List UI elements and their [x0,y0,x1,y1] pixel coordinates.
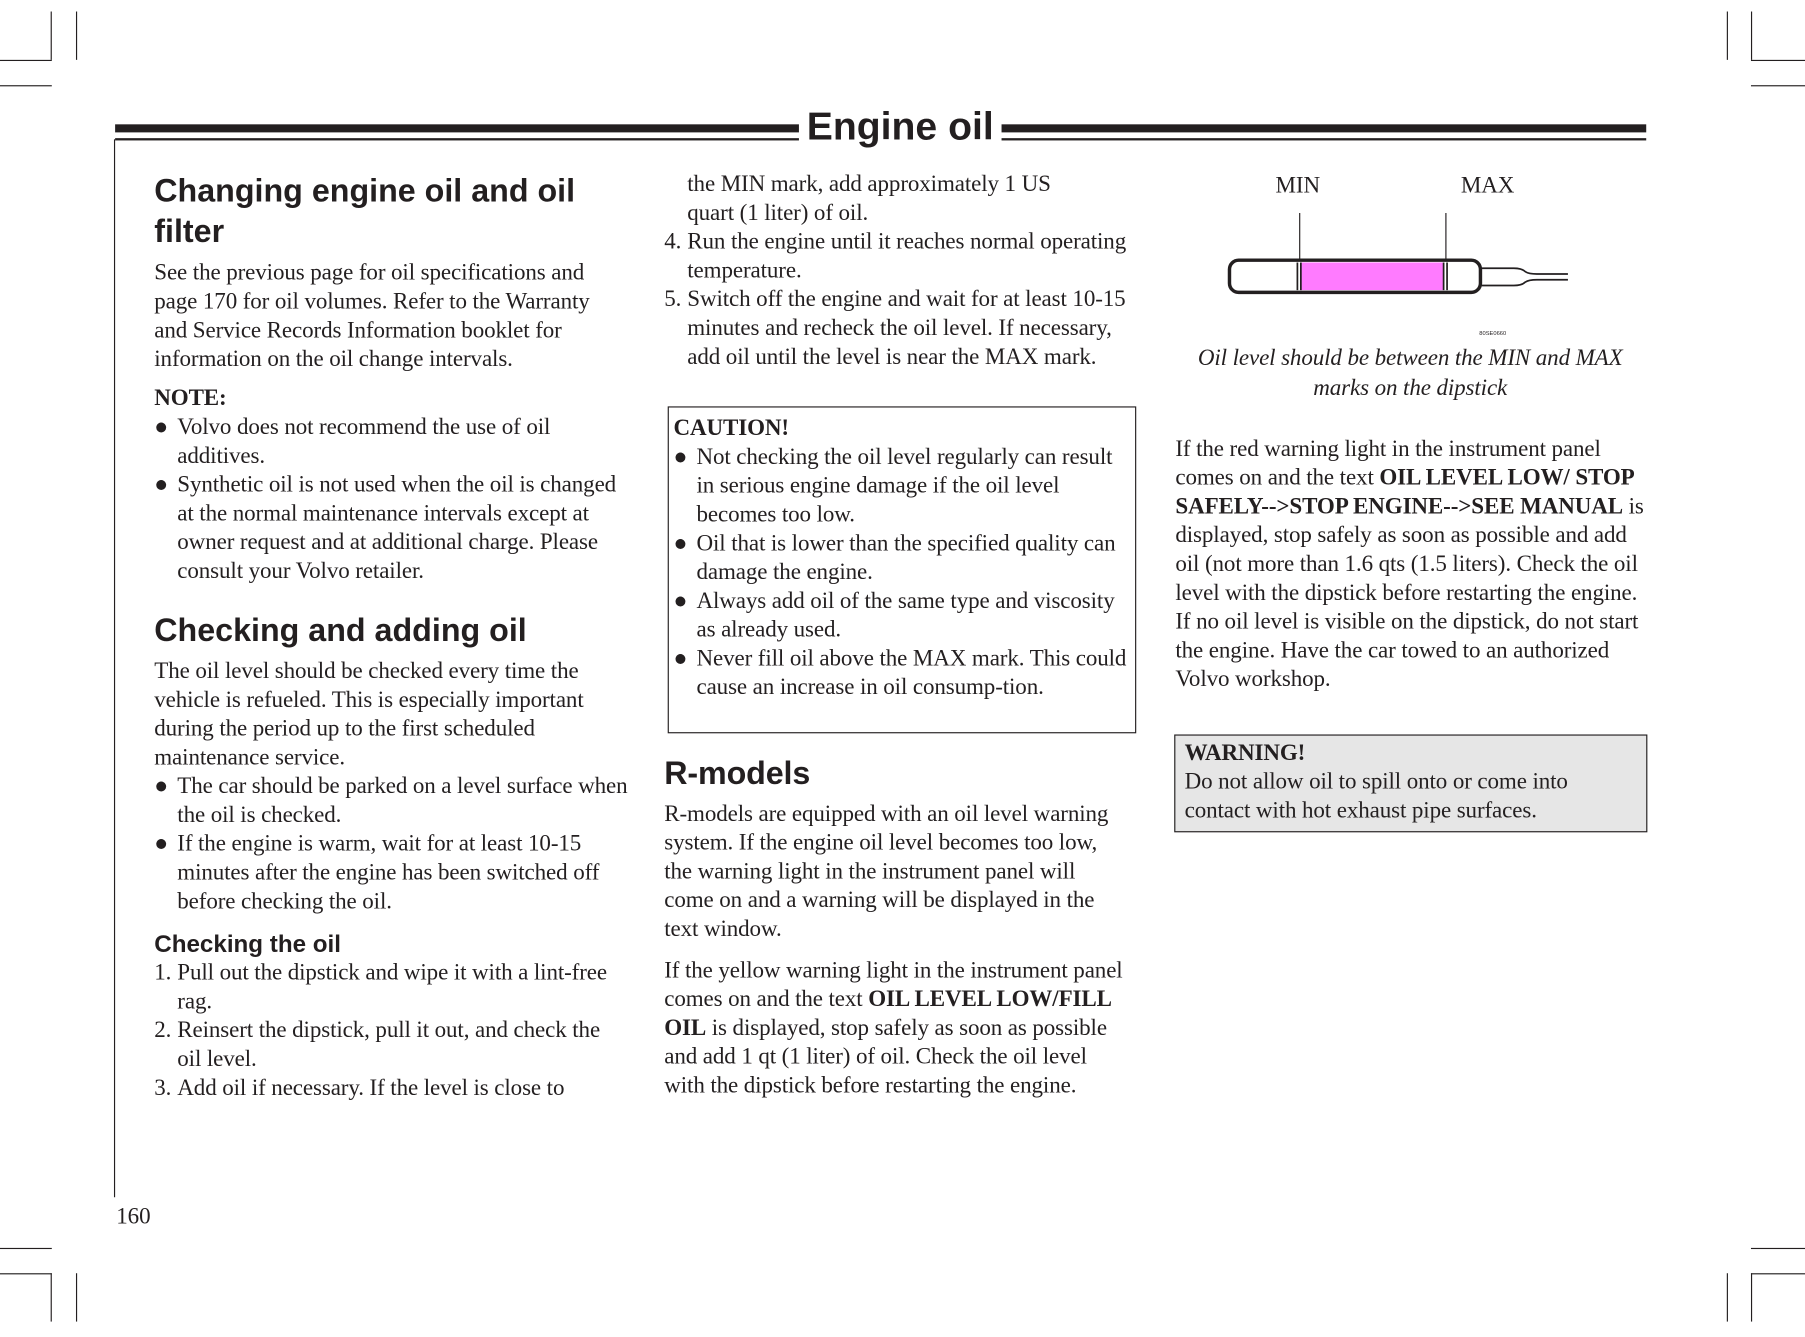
bullet-icon: ● [154,414,169,440]
list-item [154,471,628,586]
column-1 [154,170,628,1102]
list-item-text: Run the engine until it reaches normal operating temperature. [687,229,1127,284]
step-number: 1. [154,960,172,986]
crop-mark [1751,1273,1805,1274]
list-item [154,830,628,916]
list-item [673,530,1130,588]
crop-mark [76,1273,77,1321]
list-item-text: Add oil if necessary. If the level is close to [177,1075,565,1101]
subheading: Checking the oil [154,931,341,958]
step-number: 2. [154,1017,172,1043]
list-item-text: The car should be parked on a level surface when the oil is checked. [177,773,628,828]
caution-list [673,443,1130,702]
list-item-text: Switch off the engine and wait for at least 10-15 minutes and recheck the oil level. If necessary, add oil until the level is near the MAX mark. [687,286,1126,370]
step-number: 4. [664,229,682,255]
text: is displayed, stop safely as soon as possible and add 1 qt (1 liter) of oil. Check the oil level with the dipstick before restarting the engine. [664,1015,1107,1099]
list-item-text: Volvo does not recommend the use of oil additives. [177,414,551,469]
bullet-icon: ● [673,645,688,672]
list-item-text: Synthetic oil is not used when the oil is changed at the normal maintenance intervals except at owner request and at additional charge. Please consult your Volvo retailer. [177,471,617,584]
crop-mark [51,12,52,60]
paragraph [1175,435,1647,694]
bullet-list [154,772,628,916]
list-item [673,587,1130,645]
max-label: MAX [1460,172,1515,199]
min-label: MIN [1275,172,1320,199]
list-item [154,772,628,830]
left-margin-rule [114,139,115,1197]
crop-mark [0,1273,52,1274]
column-2 [664,170,1136,371]
crop-mark [0,85,52,86]
list-item-text: If the engine is warm, wait for at least 10-15 minutes after the engine has been switched off before checking the oil. [177,831,600,915]
list-item-text: Always add oil of the same type and viscosity as already used. [696,588,1115,643]
paragraph: R-models are equipped with an oil level warning system. If the engine oil level becomes too low, the warning light in the instrument panel will come on and a warning will be displayed in the text window. [664,801,1109,942]
crop-mark [1751,60,1805,61]
crop-mark [1751,1273,1752,1321]
list-item-text: Pull out the dipstick and wipe it with a lint-free rag. [177,960,607,1015]
crop-mark [51,1273,52,1321]
dipstick-figure [1220,167,1611,340]
r-models-section [664,753,1124,1101]
list-item-text: Never fill oil above the MAX mark. This could cause an increase in oil consump-tion. [696,645,1127,700]
page-title: Engine oil [799,104,1002,150]
crop-mark [1751,1248,1805,1249]
oil-level-fill [1301,262,1444,290]
section-heading: Checking and adding oil [154,612,527,649]
warning-box [1174,734,1647,832]
step-list [664,228,1136,372]
list-item [154,959,628,1017]
list-item [664,228,1136,286]
crop-mark [0,1248,52,1249]
list-item [664,285,1136,371]
list-item [154,413,628,471]
step-number: 5. [664,286,682,312]
crop-mark [1727,1273,1728,1321]
figure-caption: Oil level should be between the MIN and MAX marks on the dipstick [1197,345,1623,401]
bullet-icon: ● [673,444,688,470]
paragraph [664,957,1124,1101]
step-number: 3. [154,1075,172,1101]
section-heading: R-models [664,755,811,791]
note-list [154,413,628,586]
bullet-icon: ● [154,471,169,498]
list-item [673,645,1130,703]
warning-text: Do not allow oil to spill onto or come into contact with hot exhaust pipe surfaces. [1184,769,1568,824]
list-item-text: Oil that is lower than the specified quality can damage the engine. [696,530,1116,585]
crop-mark [0,60,52,61]
bullet-icon: ● [673,530,688,557]
caution-label: CAUTION! [673,415,789,441]
list-item [673,443,1130,529]
message-text: OIL LEVEL LOW/FILL OIL [664,986,1111,1041]
note-label: NOTE: [154,385,227,411]
bullet-icon: ● [673,588,688,614]
list-item-text: Not checking the oil level regularly can result in serious engine damage if the oil level becomes too low. [696,444,1113,528]
crop-mark [1751,12,1752,60]
step-list [154,959,628,1103]
list-item [154,1074,628,1103]
text: is displayed, stop safely as soon as possible and add oil (not more than 1.6 qts (1.5 liters). Check the oil level with the dipstick before restarting the engine. If no oil level is visible on the dipstick, do not start the engine. Have the car towed to an authorized Volvo workshop. [1175,493,1644,692]
paragraph: The oil level should be checked every time the vehicle is refueled. This is especially important during the period up to the first scheduled maintenance service. [154,658,584,771]
crop-mark [1751,85,1805,86]
text: If the red warning light in the instrument panel comes on and the text [1175,436,1601,491]
list-item-text: Reinsert the dipstick, pull it out, and check the oil level. [177,1017,601,1072]
page-number: 160 [116,1204,151,1230]
paragraph: See the previous page for oil specifications and page 170 for oil volumes. Refer to the Warranty and Service Records Information booklet for information on the oil change intervals. [154,260,590,372]
bullet-icon: ● [154,831,169,857]
crop-mark [1727,12,1728,60]
message-text: OIL LEVEL LOW/ STOP SAFELY-->STOP ENGINE-->SEE MANUAL [1175,465,1634,520]
caution-box [668,406,1137,733]
bullet-icon: ● [154,773,169,799]
section-heading: Changing engine oil and oil filter [154,172,576,249]
text: If the yellow warning light in the instrument panel comes on and the text [664,957,1123,1012]
dipstick-illustration [1220,167,1611,340]
warning-label: WARNING! [1184,740,1306,766]
list-item [154,1017,628,1075]
figure-code: 80SE0660 [1479,330,1507,338]
step-continuation: the MIN mark, add approximately 1 US quart (1 liter) of oil. [687,171,1051,226]
crop-mark [76,12,77,60]
